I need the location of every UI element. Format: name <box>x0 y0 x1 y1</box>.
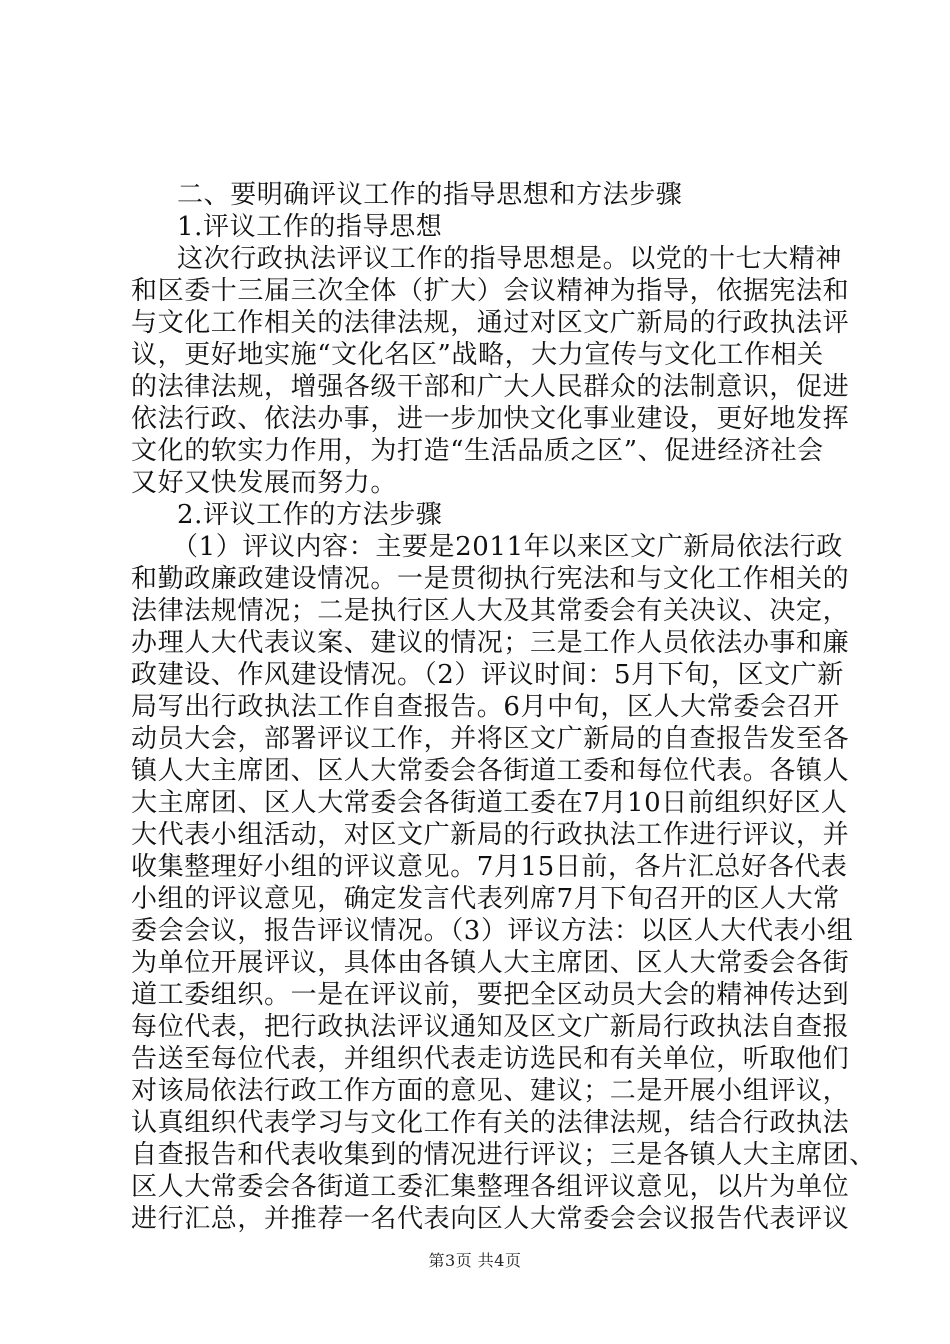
paragraph-line: 区人大常委会各街道工委汇集整理各组评议意见，以片为单位 <box>131 1172 850 1202</box>
subheading-method-steps: 2.评议工作的方法步骤 <box>177 500 443 530</box>
paragraph-line: 道工委组织。一是在评议前，要把全区动员大会的精神传达到 <box>131 980 850 1010</box>
paragraph-line: 和区委十三届三次全体（扩大）会议精神为指导，依据宪法和 <box>131 276 850 306</box>
paragraph-line: 小组的评议意见，确定发言代表列席7月下旬召开的区人大常 <box>131 884 840 914</box>
paragraph-line: 镇人大主席团、区人大常委会各街道工委和每位代表。各镇人 <box>131 756 850 786</box>
paragraph-line: 对该局依法行政工作方面的意见、建议；二是开展小组评议， <box>131 1076 850 1106</box>
subheading-guiding-thought: 1.评议工作的指导思想 <box>177 212 443 242</box>
paragraph-line: 委会会议，报告评议情况。（3）评议方法：以区人大代表小组 <box>131 916 854 946</box>
paragraph-line: 依法行政、依法办事，进一步加快文化事业建设，更好地发挥 <box>131 404 850 434</box>
paragraph-line: 议，更好地实施“文化名区”战略，大力宣传与文化工作相关 <box>131 340 824 370</box>
paragraph-line: 政建设、作风建设情况。（2）评议时间：5月下旬，区文广新 <box>131 660 844 690</box>
paragraph-line: 办理人大代表议案、建议的情况；三是工作人员依法办事和廉 <box>131 628 850 658</box>
paragraph-line: 大代表小组活动，对区文广新局的行政执法工作进行评议，并 <box>131 820 850 850</box>
paragraph-line: （1）评议内容：主要是2011年以来区文广新局依法行政 <box>172 532 843 562</box>
paragraph-line: 法律法规情况；二是执行区人大及其常委会有关决议、决定， <box>131 596 850 626</box>
paragraph-line: 又好又快发展而努力。 <box>131 468 398 498</box>
paragraph-line: 文化的软实力作用，为打造“生活品质之区”、促进经济社会 <box>131 436 824 466</box>
paragraph-line: 每位代表，把行政执法评议通知及区文广新局行政执法自查报 <box>131 1012 850 1042</box>
paragraph-line: 的法律法规，增强各级干部和广大人民群众的法制意识，促进 <box>131 372 850 402</box>
paragraph-line: 为单位开展评议，具体由各镇人大主席团、区人大常委会各街 <box>131 948 850 978</box>
paragraph-line: 告送至每位代表，并组织代表走访选民和有关单位，听取他们 <box>131 1044 850 1074</box>
paragraph-line: 和勤政廉政建设情况。一是贯彻执行宪法和与文化工作相关的 <box>131 564 850 594</box>
paragraph-line: 大主席团、区人大常委会各街道工委在7月10日前组织好区人 <box>131 788 848 818</box>
paragraph-line: 认真组织代表学习与文化工作有关的法律法规，结合行政执法 <box>131 1108 850 1138</box>
paragraph-line: 进行汇总，并推荐一名代表向区人大常委会会议报告代表评议 <box>131 1204 850 1234</box>
paragraph-line: 自查报告和代表收集到的情况进行评议；三是各镇人大主席团、 <box>131 1140 876 1170</box>
paragraph-line: 与文化工作相关的法律法规，通过对区文广新局的行政执法评 <box>131 308 850 338</box>
paragraph-line: 局写出行政执法工作自查报告。6月中旬，区人大常委会召开 <box>131 692 840 722</box>
paragraph-line: 动员大会，部署评议工作，并将区文广新局的自查报告发至各 <box>131 724 850 754</box>
section-heading: 二、要明确评议工作的指导思想和方法步骤 <box>177 180 683 210</box>
page-number-footer: 第3页 共4页 <box>428 1251 522 1270</box>
paragraph-line: 收集整理好小组的评议意见。7月15日前，各片汇总好各代表 <box>131 852 848 882</box>
paragraph-line: 这次行政执法评议工作的指导思想是。以党的十七大精神 <box>177 244 843 274</box>
